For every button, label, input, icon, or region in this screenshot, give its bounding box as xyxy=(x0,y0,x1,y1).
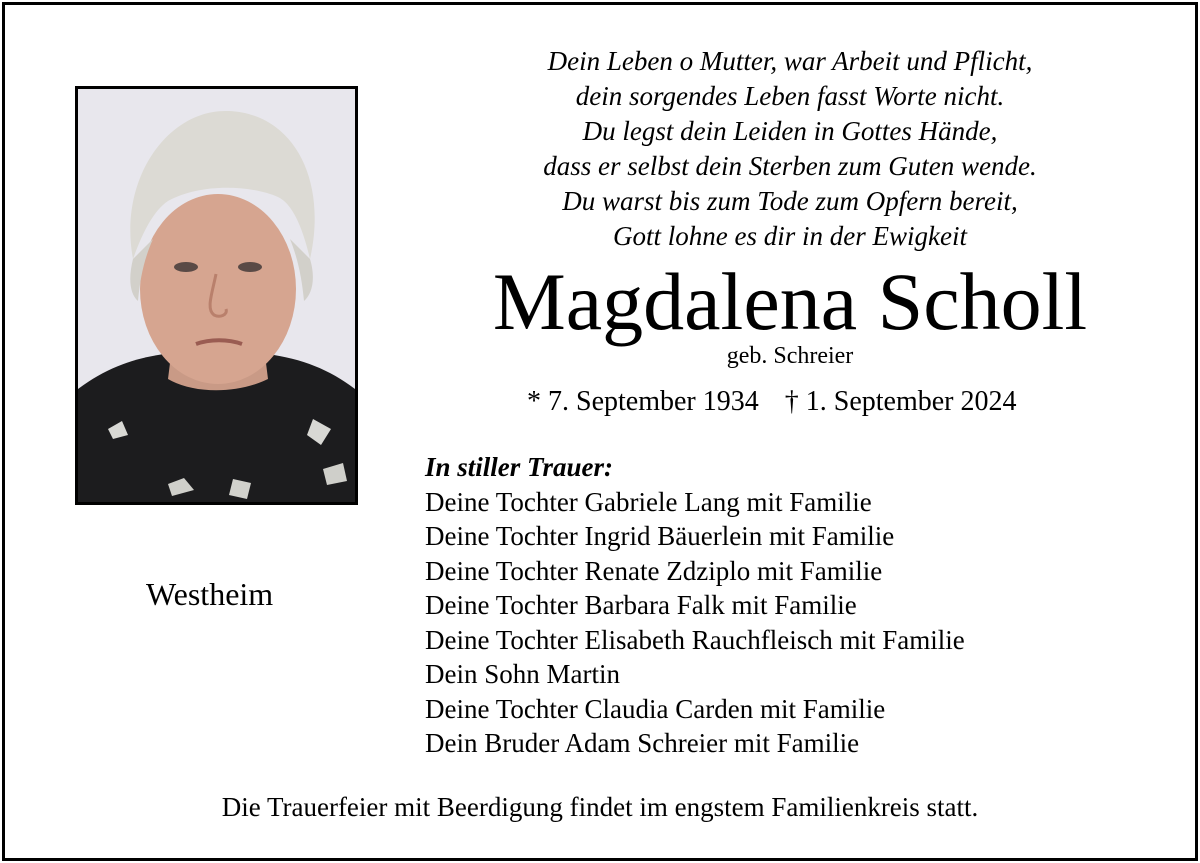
mourners-list xyxy=(425,450,965,761)
mourner-entry: Deine Tochter Renate Zdziplo mit Familie xyxy=(425,555,883,586)
life-dates xyxy=(527,383,1017,421)
mourner-entry: Deine Tochter Elisabeth Rauchfleisch mit Familie xyxy=(425,624,965,655)
poem-line: Du warst bis zum Tode zum Opfern bereit, xyxy=(562,186,1018,216)
deceased-name: Magdalena Scholl xyxy=(492,256,1088,347)
death-date: † 1. September 2024 xyxy=(784,386,1017,417)
mourner-entry: Deine Tochter Claudia Carden mit Familie xyxy=(425,693,886,724)
mourner-entry: Dein Bruder Adam Schreier mit Familie xyxy=(425,728,860,758)
mourner-entry: Deine Tochter Barbara Falk mit Familie xyxy=(425,590,857,620)
portrait-photo xyxy=(75,86,358,505)
memorial-poem xyxy=(450,44,1130,254)
funeral-notice: Die Trauerfeier mit Beerdigung findet im engstem Familienkreis statt. xyxy=(221,792,979,822)
maiden-name: geb. Schreier xyxy=(726,343,854,369)
poem-line: dein sorgendes Leben fasst Worte nicht. xyxy=(575,81,1005,111)
portrait-image xyxy=(78,89,355,502)
birth-date: * 7. September 1934 xyxy=(527,386,759,417)
poem-line: Dein Leben o Mutter, war Arbeit und Pflicht, xyxy=(547,46,1033,76)
mourners-heading: In stiller Trauer: xyxy=(425,452,614,482)
poem-line: Du legst dein Leiden in Gottes Hände, xyxy=(582,116,998,146)
mourner-entry: Deine Tochter Ingrid Bäuerlein mit Familie xyxy=(425,521,895,551)
poem-line: dass er selbst dein Sterben zum Guten wende. xyxy=(543,151,1037,181)
poem-line: Gott lohne es dir in der Ewigkeit xyxy=(613,221,967,251)
mourner-entry: Dein Sohn Martin xyxy=(425,659,620,689)
place-name: Westheim xyxy=(146,576,274,612)
mourner-entry: Deine Tochter Gabriele Lang mit Familie xyxy=(425,486,872,517)
